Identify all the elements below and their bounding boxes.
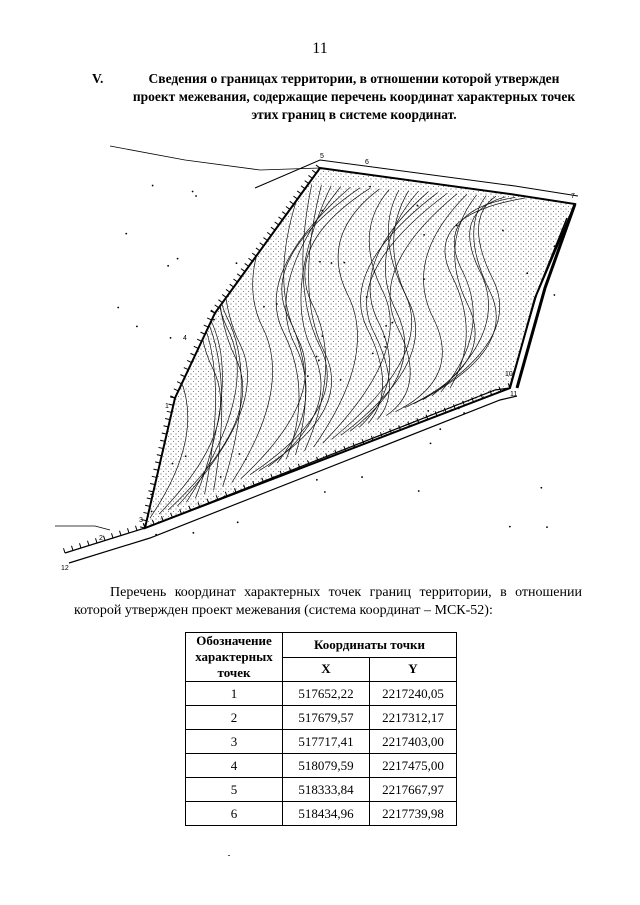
boundary-tick [174,389,179,391]
table-row [186,730,457,754]
elevation-point [125,233,127,235]
elevation-point [502,230,504,232]
elevation-point [463,412,465,414]
elevation-point [220,476,222,478]
elevation-point [213,319,215,321]
map-label-12: 12 [61,565,69,572]
boundary-tick [215,305,219,308]
table-row [186,682,457,706]
header-coords: Координаты точки [283,633,457,658]
cell-y: 2217739,98 [370,802,457,826]
boundary-tick [241,269,245,272]
elevation-point [151,511,153,513]
elevation-point [385,325,387,327]
boundary-tick [72,546,73,551]
boundary-tick [230,284,234,287]
boundary-tick [293,196,297,199]
elevation-point [321,210,323,212]
boundary-tick [305,181,309,184]
cell-point: 6 [186,802,283,826]
boundary-tick [233,279,237,282]
boundary-tick [136,526,137,531]
survey-map [55,138,585,578]
boundary-tick [263,238,267,241]
elevation-point [150,493,152,495]
boundary-tick [312,170,316,173]
elevation-point [172,463,174,465]
cell-x: 518434,96 [283,802,370,826]
elevation-point [331,262,333,264]
elevation-point [152,185,154,187]
elevation-point [245,458,247,460]
elevation-point [195,195,197,197]
boundary-tick [128,528,129,533]
elevation-point [509,526,511,528]
cell-y: 2217667,97 [370,778,457,802]
elevation-point [237,521,239,523]
elevation-point [456,225,458,227]
cell-y: 2217312,17 [370,706,457,730]
elevation-point [366,296,368,298]
boundary-tick [194,346,199,348]
cell-x: 517717,41 [283,730,370,754]
boundary-tick [112,533,113,538]
section-number: V. [92,71,104,86]
boundary-tick [245,263,249,266]
boundary-tick [187,360,192,362]
elevation-point [384,346,386,348]
boundary-tick [290,201,294,204]
elevation-point [546,526,548,528]
boundary-tick [64,548,65,553]
cell-point: 4 [186,754,283,778]
boundary-tick [282,212,286,215]
header-point: Обозначение характерных точек [186,633,283,682]
cell-y: 2217475,00 [370,754,457,778]
table-row [186,778,457,802]
section-title: Сведения о границах территории, в отношении которой утвержден проект межевания, содержащие перечень координат характерных точек этих границ в системе координат. [132,71,576,122]
cell-x: 517679,57 [283,706,370,730]
boundary-tick [177,382,182,384]
map-label-11: 11 [510,391,518,398]
map-label-6: 6 [365,159,369,166]
boundary-tick [222,295,226,298]
page-number: 11 [312,40,328,57]
elevation-point [391,322,393,324]
elevation-point [167,265,169,267]
elevation-point [369,186,371,188]
elevation-point [554,245,556,247]
elevation-point [236,262,238,264]
elevation-point [439,428,441,430]
elevation-point [316,356,318,358]
boundary-tick [120,531,121,536]
elevation-point [418,490,420,492]
elevation-point [238,453,240,455]
boundary-tick [180,375,185,377]
table-row [186,754,457,778]
elevation-point [430,443,432,445]
map-label-1: 1 [165,403,169,410]
cell-point: 5 [186,778,283,802]
boundary-tick [271,227,275,230]
table-row [186,706,457,730]
elevation-point [307,375,309,377]
map-label-4: 4 [183,335,187,342]
elevation-point [155,534,157,536]
boundary-tick [297,191,301,194]
elevation-point [263,306,265,308]
elevation-point [553,294,555,296]
boundary-tick [237,274,241,277]
elevation-point [540,487,542,489]
cell-x: 518333,84 [283,778,370,802]
boundary-tick [308,175,312,178]
boundary-tick [207,318,212,320]
elevation-point [343,262,345,264]
elevation-point [319,261,321,263]
elevation-point [136,326,138,328]
boundary-tick [267,232,271,235]
elevation-point [224,495,226,497]
elevation-point [458,408,460,410]
elevation-point [340,379,342,381]
elevation-point [417,205,419,207]
boundary-tick [200,332,205,334]
cell-y: 2217240,05 [370,682,457,706]
elevation-point [177,258,179,260]
boundary-tick [316,165,320,168]
elevation-point [318,359,320,361]
elevation-point [384,336,386,338]
elevation-point [276,303,278,305]
map-label-3: 3 [139,517,143,524]
boundary-tick [184,368,189,370]
boundary-tick [218,300,222,303]
header-y: Y [370,657,457,682]
boundary-tick [80,543,81,548]
boundary-tick [88,541,89,546]
elevation-point [321,335,323,337]
section-heading [92,70,582,124]
elevation-point [170,337,172,339]
elevation-point [192,532,194,534]
cell-x: 518079,59 [283,754,370,778]
elevation-point [423,278,425,280]
scan-speck [228,855,230,856]
boundary-tick [301,186,305,189]
boundary-tick [278,217,282,220]
boundary-tick [286,206,290,209]
elevation-point [427,410,429,412]
boundary-tick [226,289,230,292]
boundary-tick [197,339,202,341]
boundary-tick [190,353,195,355]
boundary-tick [256,248,260,251]
boundary-tick [252,253,256,256]
coordinates-intro: Перечень координат характерных точек границ территории, в отношении которой утвержден проект межевания (система координат – МСК-52): [74,585,582,618]
elevation-point [324,491,326,493]
cell-y: 2217403,00 [370,730,457,754]
boundary-tick [260,243,264,246]
elevation-point [361,476,363,478]
cell-point: 3 [186,730,283,754]
cell-x: 517652,22 [283,682,370,706]
elevation-point [117,307,119,309]
header-x: X [283,657,370,682]
elevation-point [423,234,425,236]
elevation-point [526,272,528,274]
coordinates-table [185,632,457,826]
table-row [186,802,457,826]
boundary-tick [170,397,175,398]
cell-point: 2 [186,706,283,730]
boundary-tick [104,536,105,541]
map-label-5: 5 [320,153,324,160]
parcel-area [145,168,575,528]
cell-point: 1 [186,682,283,706]
map-label-7: 7 [571,193,575,200]
elevation-point [316,479,318,481]
elevation-point [192,191,194,193]
boundary-tick [96,538,97,543]
map-label-2: 2 [99,535,103,542]
boundary-tick [248,258,252,261]
boundary-tick [275,222,279,225]
elevation-point [185,455,187,457]
map-label-10: 10 [505,371,513,378]
boundary-tick [204,325,209,327]
elevation-point [372,353,374,355]
